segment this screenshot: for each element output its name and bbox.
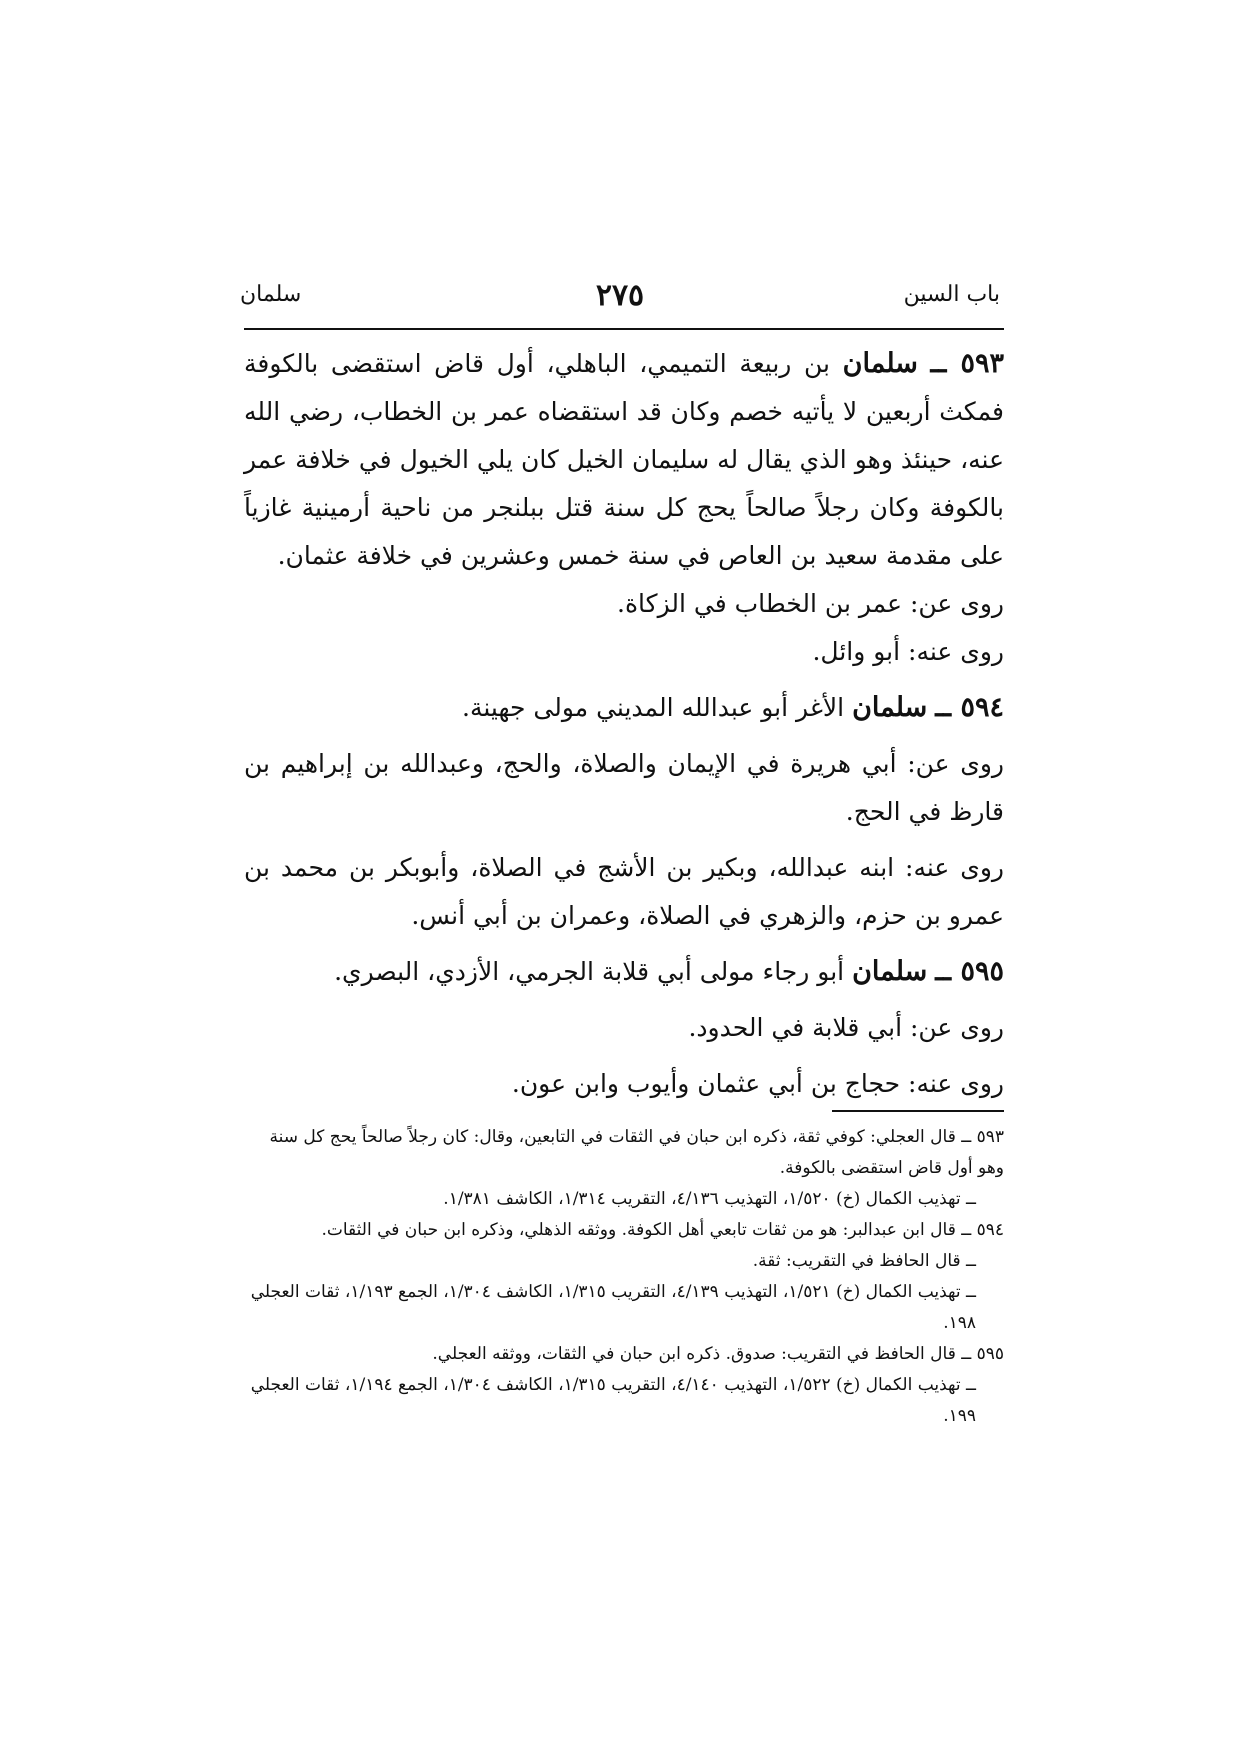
entry-number: ٥٩٣ ــ (930, 348, 1004, 379)
entry-text: الأغر أبو عبدالله المديني مولى جهينة. (462, 693, 853, 722)
entry-number: ٥٩٤ ــ (935, 692, 1004, 723)
footnote-594-grade: ــ قال الحافظ في التقريب: ثقة. (752, 1251, 976, 1271)
entry-594 (244, 684, 1004, 732)
entry-594-narrated-from: روى عن: أبي هريرة في الإيمان والصلاة، والحج، وعبدالله بن إبراهيم بن قارظ في الحج. (244, 749, 1004, 826)
entry-text: بن ربيعة التميمي، الباهلي، أول قاض استقضى بالكوفة فمكث أربعين لا يأتيه خصم وكان قد استقضاه عمر بن الخطاب، رضي الله عنه، حينئذ وهو الذي يقال له سليمان الخيل كان يلي الخيول في خلافة عمر بالكوفة وكان رجلاً صالحاً يحج كل سنة قتل ببلنجر من ناحية أرمينية غازياً على مقدمة سعيد بن العاص في سنة خمس وعشرين في خلافة عثمان. (244, 349, 1004, 570)
header-rule (244, 328, 1004, 330)
entry-595-narrators: روى عنه: حجاج بن أبي عثمان وأيوب وابن عون. (511, 1069, 1004, 1098)
running-header (240, 278, 1000, 322)
entry-593-narrators: روى عنه: أبو وائل. (812, 637, 1004, 666)
footnote-separator (832, 1110, 1004, 1112)
entry-595-narrated-from: روى عن: أبي قلابة في الحدود. (688, 1013, 1004, 1042)
entry-593-narrated-from: روى عن: عمر بن الخطاب في الزكاة. (617, 589, 1004, 618)
entry-text: أبو رجاء مولى أبي قلابة الجرمي، الأزدي، البصري. (334, 957, 853, 986)
footnote-594-refs: ــ تهذيب الكمال (خ) ١/٥٢١، التهذيب ٤/١٣٩، التقريب ١/٣١٥، الكاشف ١/٣٠٤، الجمع ١/١٩٣، ثقات العجلي ١٩٨. (250, 1282, 976, 1333)
footnote-595: ٥٩٥ ــ قال الحافظ في التقريب: صدوق. ذكره ابن حبان في الثقات، ووثقه العجلي. (432, 1344, 1004, 1364)
footnote-593-refs: ــ تهذيب الكمال (خ) ١/٥٢٠، التهذيب ٤/١٣٦، التقريب ١/٣١٤، الكاشف ١/٣٨١. (443, 1189, 976, 1209)
entry-594-narrators: روى عنه: ابنه عبدالله، وبكير بن الأشج في الصلاة، وأبوبكر بن محمد بن عمرو بن حزم، والزهري في الصلاة، وعمران بن أبي أنس. (244, 853, 1004, 930)
entry-name: سلمان (852, 692, 928, 723)
main-text (244, 340, 1004, 1108)
page-number: ٢٧٥ (595, 278, 645, 313)
entry-running-title: سلمان (240, 282, 302, 307)
footnote-595-refs: ــ تهذيب الكمال (خ) ١/٥٢٢، التهذيب ٤/١٤٠، التقريب ١/٣١٥، الكاشف ١/٣٠٤، الجمع ١/١٩٤، ثقات العجلي ١٩٩. (250, 1375, 976, 1426)
entry-595 (244, 948, 1004, 996)
entry-name: سلمان (842, 348, 918, 379)
entry-name: سلمان (852, 956, 928, 987)
entry-593 (244, 340, 1004, 580)
chapter-title: باب السين (903, 282, 1000, 307)
footnote-593: ٥٩٣ ــ قال العجلي: كوفي ثقة، ذكره ابن حبان في الثقات في التابعين، وقال: كان رجلاً صالحاً يحج كل سنة وهو أول قاض استقضى بالكوفة. (269, 1127, 1004, 1178)
footnote-594: ٥٩٤ ــ قال ابن عبدالبر: هو من ثقات تابعي أهل الكوفة. ووثقه الذهلي، وذكره ابن حبان في الثقات. (321, 1220, 1004, 1240)
entry-number: ٥٩٥ ــ (935, 956, 1004, 987)
footnotes (240, 1122, 1004, 1432)
